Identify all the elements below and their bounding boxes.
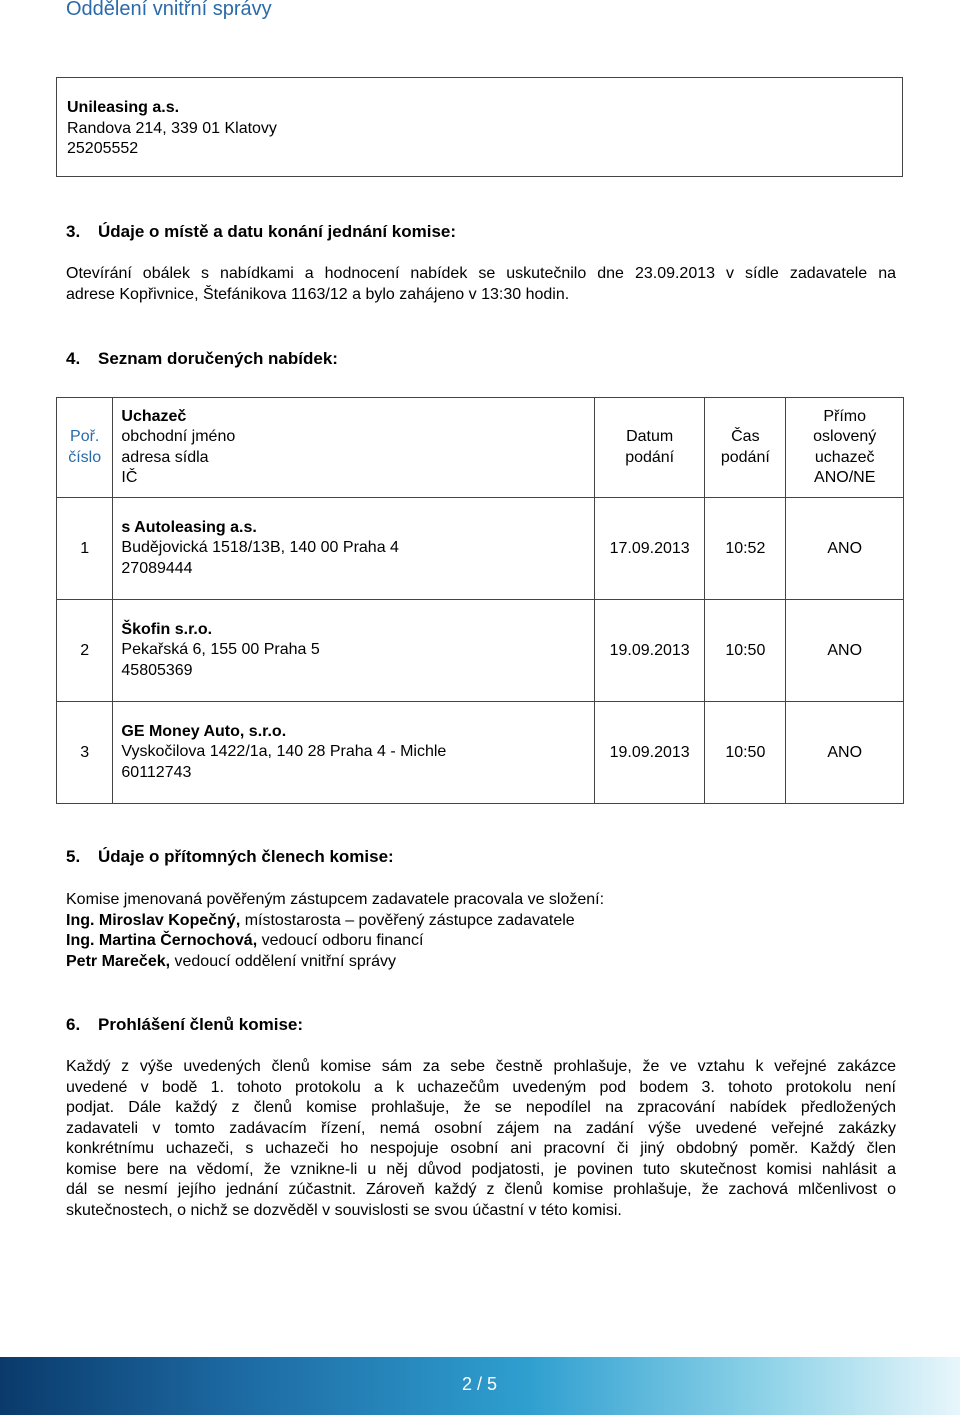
candidate-ico: 60112743	[121, 763, 192, 781]
member-line	[66, 931, 896, 952]
section-5-heading	[66, 847, 394, 867]
row-time: 10:50	[705, 600, 786, 702]
declaration-line: podjat. Dále každý z členů komise prohlašuje, že se nepodílel na zpracování nabídek předložených	[66, 1099, 896, 1116]
row-candidate	[113, 498, 595, 600]
header-directly-approached	[786, 398, 904, 498]
header-submission-time	[705, 398, 786, 498]
header-label: Uchazeč	[121, 407, 187, 425]
row-date: 19.09.2013	[595, 600, 705, 702]
section-3-title: Údaje o místě a datu konání jednání komise:	[98, 222, 457, 241]
header-label: Čas	[731, 428, 760, 445]
member-name: Petr Mareček,	[66, 952, 171, 970]
candidate-name: s Autoleasing a.s.	[121, 518, 257, 536]
header-label: Přímo	[823, 407, 867, 425]
member-line	[66, 911, 896, 932]
header-label: adresa sídla	[121, 448, 209, 466]
header-label: podání	[720, 448, 770, 466]
table-row	[57, 600, 904, 702]
header-submission-date	[595, 398, 705, 498]
declaration-line: skutečnostech, o nichž se dozvěděl v souvislosti se svou účastní v této komisi.	[66, 1201, 622, 1219]
header-label: oslovený	[813, 428, 877, 445]
page-header-title: Oddělení vnitřní správy	[66, 0, 272, 20]
declaration-line: Každý z výše uvedených členů komise sám za sebe čestně prohlašuje, že ve vztahu k veřejné zakázce	[66, 1058, 896, 1075]
row-time: 10:50	[705, 702, 786, 804]
declaration-line: komise bere na vědomí, že vznikne-li u něj důvod podjatosti, je povinen tuto skutečnost komisi nahlásit a	[66, 1160, 896, 1178]
table-header-row	[57, 398, 904, 498]
committee-members	[66, 890, 896, 972]
row-candidate	[113, 702, 595, 804]
section-4-number: 4.	[66, 349, 81, 368]
member-role: vedoucí odboru financí	[257, 932, 424, 949]
candidate-address: Vyskočilova 1422/1a, 140 28 Praha 4 - Michle	[121, 743, 447, 761]
header-label: Datum	[626, 428, 674, 445]
row-direct: ANO	[786, 702, 904, 804]
header-label: podání	[625, 448, 675, 466]
contractor-address-box	[56, 77, 903, 177]
declaration-line: zadavateli v tomto zadávacím řízení, nemá osobní zájem na zadání výše uvedené veřejné zakázky	[66, 1119, 896, 1137]
member-name: Ing. Miroslav Kopečný,	[66, 911, 241, 929]
section-5-title: Údaje o přítomných členech komise:	[98, 847, 394, 866]
declaration-line: uvedené v bodě 1. tohoto protokolu a k uchazečům uvedeným pod bodem 3. tohoto protokolu není	[66, 1078, 896, 1096]
section-6-text	[66, 1057, 896, 1221]
row-number: 2	[57, 600, 113, 702]
section-3-heading	[66, 222, 456, 242]
candidate-name: GE Money Auto, s.r.o.	[121, 722, 287, 740]
section-4-title: Seznam doručených nabídek:	[98, 349, 338, 368]
table-row	[57, 702, 904, 804]
section-3-line: adrese Kopřivnice, Štefánikova 1163/12 a bylo zahájeno v 13:30 hodin.	[66, 285, 570, 303]
row-number: 3	[57, 702, 113, 804]
declaration-line: konkrétnímu uchazeči, s uchazeči ho nespojuje osobní ani pracovní či jiný obdobný poměr. Každý člen	[66, 1140, 896, 1157]
company-ico: 25205552	[67, 140, 139, 157]
row-date: 17.09.2013	[595, 498, 705, 600]
section-4-heading	[66, 349, 338, 369]
row-candidate	[113, 600, 595, 702]
candidate-ico: 45805369	[121, 661, 193, 679]
row-direct: ANO	[786, 498, 904, 600]
row-date: 19.09.2013	[595, 702, 705, 804]
header-candidate	[113, 398, 595, 498]
candidate-address: Pekařská 6, 155 00 Praha 5	[121, 641, 320, 659]
header-label: uchazeč	[814, 448, 875, 466]
declaration-line: dál se nesmí jejího jednání zúčastnit. Zároveň každý z členů komise prohlašuje, že zachová mlčenlivost o	[66, 1181, 896, 1198]
row-time: 10:52	[705, 498, 786, 600]
row-direct: ANO	[786, 600, 904, 702]
company-address: Randova 214, 339 01 Klatovy	[67, 119, 277, 137]
member-name: Ing. Martina Černochová,	[66, 932, 258, 949]
section-6-number: 6.	[66, 1015, 81, 1034]
company-name: Unileasing a.s.	[67, 99, 180, 116]
header-label: ANO/NE	[814, 469, 876, 486]
section-3-number: 3.	[66, 222, 81, 241]
candidate-address: Budějovická 1518/13B, 140 00 Praha 4	[121, 539, 399, 557]
header-order-number	[57, 398, 113, 498]
table-row	[57, 498, 904, 600]
members-intro: Komise jmenovaná pověřeným zástupcem zadavatele pracovala ve složení:	[66, 891, 605, 908]
section-3-text	[66, 264, 896, 305]
member-role: místostarosta – pověřený zástupce zadavatele	[240, 911, 575, 929]
candidate-name: Škofin s.r.o.	[121, 620, 213, 638]
header-label: IČ	[121, 469, 138, 486]
member-line	[66, 952, 896, 973]
section-6-title: Prohlášení členů komise:	[98, 1015, 304, 1034]
page-number: 2 / 5	[462, 1374, 498, 1394]
offers-table	[56, 397, 904, 804]
section-3-line: Otevírání obálek s nabídkami a hodnocení nabídek se uskutečnilo dne 23.09.2013 v sídle zadavatele na	[66, 265, 896, 282]
header-label: Poř.	[70, 428, 100, 445]
header-label: obchodní jméno	[121, 428, 236, 445]
row-number: 1	[57, 498, 113, 600]
footer-bar	[0, 1357, 960, 1415]
section-6-heading	[66, 1015, 303, 1035]
candidate-ico: 27089444	[121, 559, 193, 577]
section-5-number: 5.	[66, 847, 81, 866]
member-role: vedoucí oddělení vnitřní správy	[170, 952, 396, 970]
header-label: číslo	[68, 448, 102, 466]
